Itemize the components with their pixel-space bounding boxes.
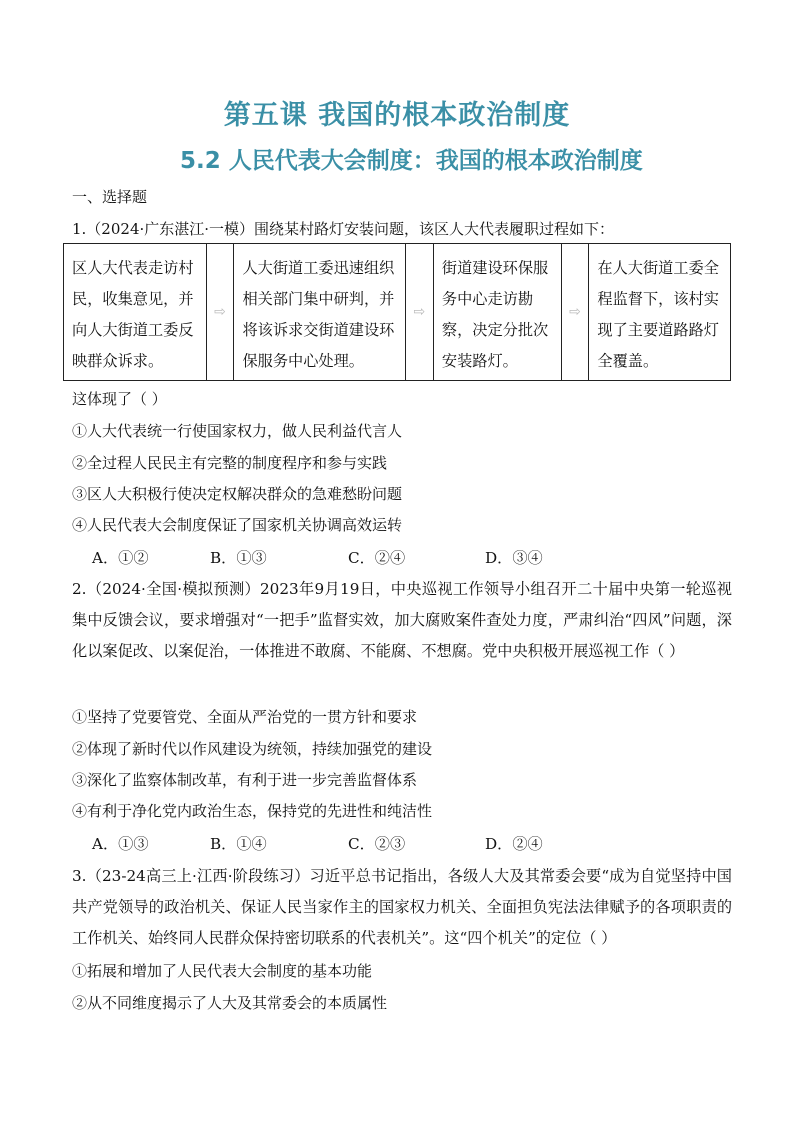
q1-option-a[interactable]: A．①② bbox=[92, 549, 149, 567]
q1-step-2: 人大街道工委迅速组织相关部门集中研判，并将该诉求交街道建设环保服务中心处理。 bbox=[234, 244, 405, 380]
q2-option-c[interactable]: C．②③ bbox=[348, 835, 406, 853]
arrow-right-icon: ⇨ bbox=[406, 244, 434, 380]
q1-item-4: ④人民代表大会制度保证了国家机关协调高效运转 bbox=[72, 516, 403, 534]
arrow-right-icon: ⇨ bbox=[207, 244, 235, 380]
q1-item-3: ③区人大积极行使决定权解决群众的急难愁盼问题 bbox=[72, 485, 403, 503]
section-subtitle: 5.2 人民代表大会制度：我国的根本政治制度 bbox=[180, 148, 643, 174]
q1-stem: 1.（2024·广东湛江·一模）围绕某村路灯安装问题，该区人大代表履职过程如下： bbox=[72, 220, 615, 238]
q1-option-b[interactable]: B．①③ bbox=[210, 549, 267, 567]
q1-step-1: 区人大代表走访村民，收集意见，并向人大街道工委反映群众诉求。 bbox=[64, 244, 207, 380]
q2-item-4: ④有利于净化党内政治生态，保持党的先进性和纯洁性 bbox=[72, 802, 433, 820]
q2-option-a[interactable]: A．①③ bbox=[92, 835, 149, 853]
q1-step-4: 在人大街道工委全程监督下，该村实现了主要道路路灯全覆盖。 bbox=[597, 259, 719, 370]
q1-option-c[interactable]: C．②④ bbox=[348, 549, 406, 567]
q1-step-3: 街道建设环保服务中心走访勘察，决定分批次安装路灯。 bbox=[434, 244, 562, 380]
q2-stem: 2.（2024·全国·模拟预测）2023年9月19日，中央巡视工作领导小组召开二十届中央第一轮巡视集中反馈会议，要求增强对“一把手”监督实效，加大腐败案件查处力度，严肃纠治“四风”问题，深化以案促改、以案促治，一体推进不敢腐、不能腐、不想腐。党中央积极开展巡视工作（ ） bbox=[72, 580, 732, 660]
lesson-title: 第五课 我国的根本政治制度 bbox=[223, 100, 571, 131]
q2-item-3: ③深化了监察体制改革，有利于进一步完善监督体系 bbox=[72, 771, 418, 789]
q2-option-b[interactable]: B．①④ bbox=[210, 835, 267, 853]
q1-option-d[interactable]: D．③④ bbox=[485, 549, 543, 567]
q2-option-d[interactable]: D．②④ bbox=[485, 835, 543, 853]
q1-item-1: ①人大代表统一行使国家权力，做人民利益代言人 bbox=[72, 422, 403, 440]
section-heading: 一、选择题 bbox=[72, 188, 148, 206]
q1-ask: 这体现了（ ） bbox=[72, 390, 167, 408]
q3-item-1: ①拓展和增加了人民代表大会制度的基本功能 bbox=[72, 962, 373, 980]
q3-stem: 3.（23-24高三上·江西·阶段练习）习近平总书记指出，各级人大及其常委会要“成为自觉坚持中国共产党领导的政治机关、保证人民当家作主的国家权力机关、全面担负宪法法律赋予的各项职责的工作机关、始终同人民群众保持密切联系的代表机关”。这“四个机关”的定位（ ） bbox=[72, 867, 732, 947]
q1-item-2: ②全过程人民民主有完整的制度程序和参与实践 bbox=[72, 454, 388, 472]
arrow-right-icon: ⇨ bbox=[562, 244, 590, 380]
q2-item-2: ②体现了新时代以作风建设为统领，持续加强党的建设 bbox=[72, 740, 433, 758]
q1-flow-table bbox=[63, 243, 731, 381]
q2-item-1: ①坚持了党要管党、全面从严治党的一贯方针和要求 bbox=[72, 708, 418, 726]
q3-item-2: ②从不同维度揭示了人大及其常委会的本质属性 bbox=[72, 994, 388, 1012]
